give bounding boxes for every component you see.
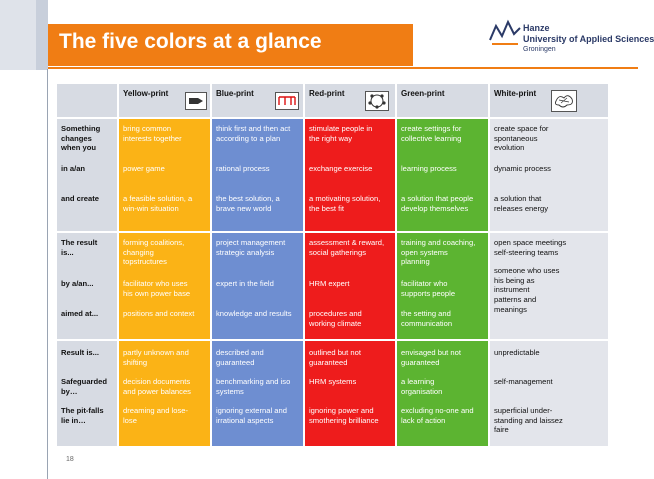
green-by: facilitator who supports people [401,279,456,298]
red-safeguarded: HRM systems [309,377,357,386]
yellow-something: bring common interests together [123,124,182,143]
blue-aimed: knowledge and results [216,309,292,318]
header-green: Green-print [397,84,488,117]
white-result: open space meetings self-steering teams [494,238,567,257]
label-result: The result is... [61,238,98,257]
logo-line-2: University of Applied Sciences [523,34,654,44]
label-something: Something changes when you [61,124,101,152]
label-by: by a/an... [61,279,94,288]
blue-by: expert in the field [216,279,274,288]
row-separator [57,231,608,233]
red-by: HRM expert [309,279,350,288]
blue-result: project management strategic analysis [216,238,286,257]
green-and-create: a solution that people develop themselves [401,194,474,213]
label-and-create: and create [61,194,99,203]
green-aimed: the setting and communication [401,309,453,328]
yellow-by: facilitator who uses his own power base [123,279,191,298]
arrow-pentagon-icon [185,92,207,110]
label-result-is: Result is... [61,348,99,357]
page-number: 18 [66,456,74,463]
left-rule [47,69,48,479]
label-in: in a/an [61,164,86,173]
yellow-result: forming coalitions, changing topstructures [123,238,185,266]
red-something: stimulate people in the right way [309,124,373,143]
blue-in: rational process [216,164,270,173]
scribble-cloud-icon [551,90,577,112]
yellow-safeguarded: decision documents and power balances [123,377,191,396]
white-something: create space for spontaneous evolution [494,124,549,152]
label-safeguarded: Safeguarded by… [61,377,107,396]
blue-result-is: described and guaranteed [216,348,264,367]
header-red: Red-print [305,84,395,117]
hanze-logo-icon [488,18,522,48]
header-yellow: Yellow-print [119,84,210,117]
people-group-icon [365,91,389,111]
label-pitfalls: The pit-falls lie in… [61,406,104,425]
blue-safeguarded: benchmarking and iso systems [216,377,291,396]
five-colors-table [57,84,608,446]
corner-decoration [0,0,48,70]
red-result-is: outlined but not guaranteed [309,348,361,367]
header-white: White-print [490,84,608,117]
white-and-create: a solution that releases energy [494,194,549,213]
page-title: The five colors at a glance [59,30,322,53]
yellow-pitfalls: dreaming and lose- lose [123,406,189,425]
yellow-in: power game [123,164,165,173]
header-divider [48,67,638,69]
blue-pitfalls: ignoring external and irrational aspects [216,406,287,425]
row-separator [57,117,608,119]
header-empty [57,84,117,117]
hierarchy-chart-icon [275,92,299,110]
green-result-is: envisaged but not guaranteed [401,348,461,367]
red-and-create: a motivating solution, the best fit [309,194,381,213]
logo-line-1: Hanze [523,23,550,33]
logo-line-3: Groningen [523,46,556,53]
white-result-is: unpredictable [494,348,540,357]
white-safeguarded: self-management [494,377,553,386]
blue-something: think first and then act according to a plan [216,124,291,143]
green-pitfalls: excluding no-one and lack of action [401,406,474,425]
header-blue: Blue-print [212,84,303,117]
green-result: training and coaching, open systems planning [401,238,476,266]
white-by: someone who uses his being as instrument [494,266,560,294]
green-in: learning process [401,164,457,173]
red-aimed: procedures and working climate [309,309,362,328]
blue-and-create: the best solution, a brave new world [216,194,280,213]
row-separator [57,339,608,341]
white-in: dynamic process [494,164,551,173]
university-logo [488,16,654,60]
white-pitfalls: superficial under- standing and laissez faire [494,406,563,434]
red-pitfalls: ignoring power and smothering brilliance [309,406,379,425]
yellow-aimed: positions and context [123,309,195,318]
green-something: create settings for collective learning [401,124,462,143]
green-safeguarded: a learning organisation [401,377,443,396]
label-aimed: aimed at... [61,309,99,318]
yellow-result-is: partly unknown and shifting [123,348,189,367]
red-result: assessment & reward, social gatherings [309,238,385,257]
yellow-and-create: a feasible solution, a win-win situation [123,194,193,213]
white-aimed: patterns and meanings [494,295,537,314]
red-in: exchange exercise [309,164,373,173]
